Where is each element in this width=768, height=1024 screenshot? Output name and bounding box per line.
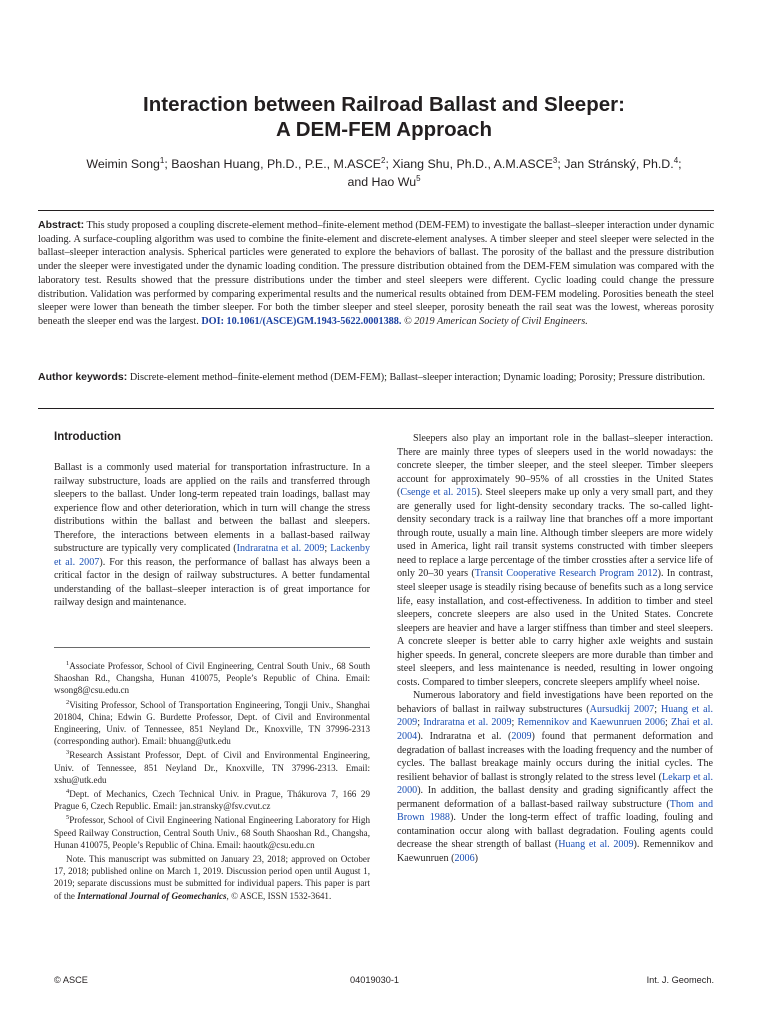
body-text: ). In addition, the ballast density and grading significantly affect the permanent deformation of a ballast-based railway substructure ( — [397, 785, 713, 810]
citation-link[interactable]: Remennikov and Kaewunruen 2006 — [517, 717, 666, 729]
body-text: ). Remennikov and Kaewunruen ( — [397, 839, 713, 864]
footnote-mark: 3 — [66, 749, 70, 757]
footnote-text: Associate Professor, School of Civil Engineering, Central South Univ., 68 South Shaoshan Rd., Changsha, Hunan 410075, People’s Republic of China. Email: wsong8@csu.edu.cn — [54, 661, 370, 696]
footer-publisher: © ASCE — [54, 975, 88, 985]
body-text: ). Steel sleepers make up only a very small part, and they are generally used for light-density secondary tracks. The so-called light-density secondary track is a railway line that branches off a more important through route, usually a main line. Although timber sleepers are more widely used in America, light rail transit systems constructed with timber sleepers need to replace a large percentage of the timber crossties after a service life of only 20–30 years ( — [397, 487, 713, 580]
paragraph — [397, 432, 713, 689]
citation-link[interactable]: Zhai et al. 2004 — [397, 717, 714, 743]
note-text: Note. This manuscript was submitted on January 23, 2018; approved on October 17, 2018; published online on March 1, 2019. Discussion period open until August 1, 2019; separate discussions must be submitted for individual papers. This paper is part of the — [54, 854, 370, 901]
paper-title — [40, 92, 728, 142]
affiliation-mark: 1 — [159, 155, 165, 165]
footnote-text: Visiting Professor, School of Transportation Engineering, Tongji Univ., Shanghai 201804, China; Edwin G. Burdette Professor, Dept. of Civil and Environmental Engineering, Univ. of Tennessee, 851 Neyland Dr., Knoxville, TN 37996-2313 (corresponding author). Email: bhuang@utk.edu — [54, 699, 370, 747]
citation-link[interactable]: Lekarp et al. 2000 — [397, 771, 713, 797]
citation-link[interactable]: Transit Cooperative Research Program 2012 — [474, 568, 658, 580]
footnote-mark: 1 — [66, 659, 70, 667]
body-text: Numerous laboratory and field investigations have been reported on the behaviors of ballast in railway substructures ( — [397, 690, 713, 715]
affiliation-mark: 4 — [673, 155, 679, 165]
body-text: ; — [665, 717, 672, 729]
right-column — [397, 432, 713, 866]
citation-link[interactable]: Lackenby et al. 2007 — [54, 543, 370, 568]
author-name: ; Jan Stránský, Ph.D. — [557, 157, 674, 171]
abstract — [38, 219, 714, 329]
citation-link[interactable]: 2009 — [511, 731, 532, 743]
keywords-label: Author keywords: — [38, 371, 128, 383]
body-text: ). For this reason, the performance of ballast has always been a critical factor in the design of railway substructures. A better fundamental understanding of the ballast–sleeper interaction is of great importance for railway design and maintenance. — [54, 556, 371, 609]
footer-article-number: 04019030-1 — [350, 975, 400, 985]
abstract-top-rule — [38, 210, 714, 211]
body-text: ). In contrast, steel sleeper usage is steadily rising because of benefits such as a long service life, easy installation, and cost-effectiveness. In addition to timber and steel sleepers, concrete sleepers are also used in the United States. Concrete sleepers are heavier and have a larger stiffness than timber and steel sleepers. A concrete sleeper is better able to carry higher axle weights and sustain higher speeds. In general, concrete sleepers are more durable than timber and steel sleepers, and less maintenance is needed, resulting in lower ongoing costs. Compared to timber sleepers, concrete sleepers amplify wheel noise. — [397, 568, 713, 688]
citation-link[interactable]: Huang et al. 2009 — [558, 839, 634, 851]
author-separator: ; — [678, 157, 682, 171]
author-list — [50, 155, 718, 191]
citation-link[interactable]: Huang et al. 2009 — [397, 703, 713, 729]
citation-link[interactable]: Aursudkij 2007 — [589, 703, 655, 715]
affiliation-mark: 2 — [381, 155, 386, 165]
footnote-mark: 5 — [66, 814, 70, 822]
section-heading-introduction: Introduction — [54, 431, 122, 443]
abstract-text: This study proposed a coupling discrete-element method–finite-element method (DEM-FEM) to investigate the ballast–sleeper interaction under dynamic loading. A surface-coupling algorithm was used to combine the finite-element and discrete-element analyses. A timber sleeper and steel sleeper were selected in the ballast–sleeper interaction analysis. Spherical particles were generated to explore the behaviors of ballast. The porosity of the ballast and the pressure distribution under the sleeper were investigated under the dynamic loading condition. The pressure distribution obtained from the DEM-FEM simulation was compared with the laboratory test. Results showed that the pressure distributions under the timber and steel sleepers were different. Cyclic loading could change the pressure distribution. Validation was performed by comparing experimental results and the numerical results obtained from DEM-FEM modeling. Porosities beneath the steel sleeper were lower than beneath the timber sleeper. For both the timber sleeper and steel sleeper, porosity beneath the rail seat was the lowest, whereas porosity beneath the sleeper end was the largest. — [38, 220, 714, 327]
citation-link[interactable]: 2006 — [454, 852, 475, 864]
author-line-1 — [50, 155, 718, 173]
author-keywords — [38, 371, 714, 385]
copyright-line: © 2019 American Society of Civil Engineers. — [401, 315, 588, 327]
footnote — [54, 788, 370, 812]
author-name: ; Baoshan Huang, Ph.D., P.E., M.ASCE — [164, 157, 382, 171]
body-text: ) found that permanent deformation and degradation of ballast increases with the loading frequency and the number of cycles. The ballast breakage mainly occurs during the initial cycles. The resilient behavior of ballast is strongly related to the stress level ( — [397, 731, 713, 783]
affiliation-mark: 5 — [416, 173, 421, 183]
citation-link[interactable]: Csenge et al. 2015 — [400, 487, 477, 499]
author-line-2 — [50, 173, 718, 191]
footnote-mark: 4 — [66, 788, 70, 795]
footnote-text: Dept. of Mechanics, Czech Technical Univ. in Prague, Thákurova 7, 166 29 Prague 6, Czech Republic. Email: jan.stransky@fsv.cvut.cz — [54, 789, 370, 812]
note-text: , © ASCE, ISSN 1532-3641. — [226, 890, 332, 901]
author-name: Weimin Song — [86, 157, 160, 171]
body-text: ) — [474, 852, 479, 864]
footnote — [54, 814, 370, 851]
author-name: and Hao Wu — [347, 175, 417, 189]
footer-journal: Int. J. Geomech. — [646, 975, 714, 985]
footnote — [54, 660, 370, 697]
author-name: ; Xiang Shu, Ph.D., A.M.ASCE — [385, 157, 553, 171]
footnote-text: Professor, School of Civil Engineering National Engineering Laboratory for High Speed Railway Construction, Central South Univ., 68 South Shaoshan Rd., Changsha, Hunan 410075, People’s Republic of China. Email: haoutk@csu.edu.cn — [54, 815, 370, 850]
body-text: Ballast is a commonly used material for transportation infrastructure. In a railway substructure, loads are applied on the rails and transferred through sleepers to the ballast. Under long-term repeated train loadings, ballast may experience flow and other deterioration, which in turn will change the stress distributions within the ballast and between the ballast and sleepers. Therefore, the interactions between elements in a ballast-based railway substructure are typically very complicated ( — [54, 462, 370, 555]
affiliation-mark: 3 — [552, 155, 558, 165]
citation-link[interactable]: Thom and Brown 1988 — [397, 798, 713, 824]
footnote-mark: 2 — [66, 698, 70, 706]
citation-link[interactable]: Indraratna et al. 2009 — [236, 543, 325, 555]
citation-link[interactable]: Indraratna et al. 2009 — [423, 717, 512, 729]
submission-note — [54, 853, 370, 902]
body-text: ; — [324, 543, 331, 555]
footnote — [54, 699, 370, 748]
title-line-2: A DEM-FEM Approach — [275, 118, 492, 141]
doi-link[interactable]: DOI: 10.1061/(ASCE)GM.1943-5622.0001388. — [201, 315, 402, 327]
body-text: ; — [654, 703, 662, 715]
footnote-text: Research Assistant Professor, Dept. of Civil and Environmental Engineering, Univ. of Tennessee, 851 Neyland Dr., Knoxville, TN 37996-2313. Email: xshu@utk.edu — [54, 750, 370, 785]
footnote — [54, 749, 370, 786]
body-text: ; — [511, 717, 518, 729]
keywords-text: Discrete-element method–finite-element method (DEM-FEM); Ballast–sleeper interaction; Dynamic loading; Porosity; Pressure distribution. — [127, 372, 705, 383]
body-text: ). Indraratna et al. ( — [417, 731, 512, 743]
footnotes — [54, 660, 370, 904]
body-text: Sleepers also play an important role in the ballast–sleeper interaction. There are mainly three types of sleepers used in the world nowadays: the concrete sleeper, the timber sleeper, and the steel sleeper. Timber sleepers account for approximately 90–95% of all crossties in the United States ( — [397, 433, 713, 499]
journal-name: International Journal of Geomechanics — [77, 890, 227, 901]
abstract-label: Abstract: — [38, 219, 85, 231]
footnote-rule — [54, 647, 370, 648]
body-text: ). Under the long-term effect of traffic loading, fouling and contamination occur along with ballast degradation. Fouling agents could decrease the shear strength of ballast ( — [397, 812, 713, 851]
body-text: ; — [417, 717, 424, 729]
title-line-1: Interaction between Railroad Ballast and Sleeper: — [143, 93, 625, 116]
paragraph — [397, 689, 713, 865]
abstract-bottom-rule — [38, 408, 714, 409]
introduction-paragraph — [54, 461, 370, 610]
